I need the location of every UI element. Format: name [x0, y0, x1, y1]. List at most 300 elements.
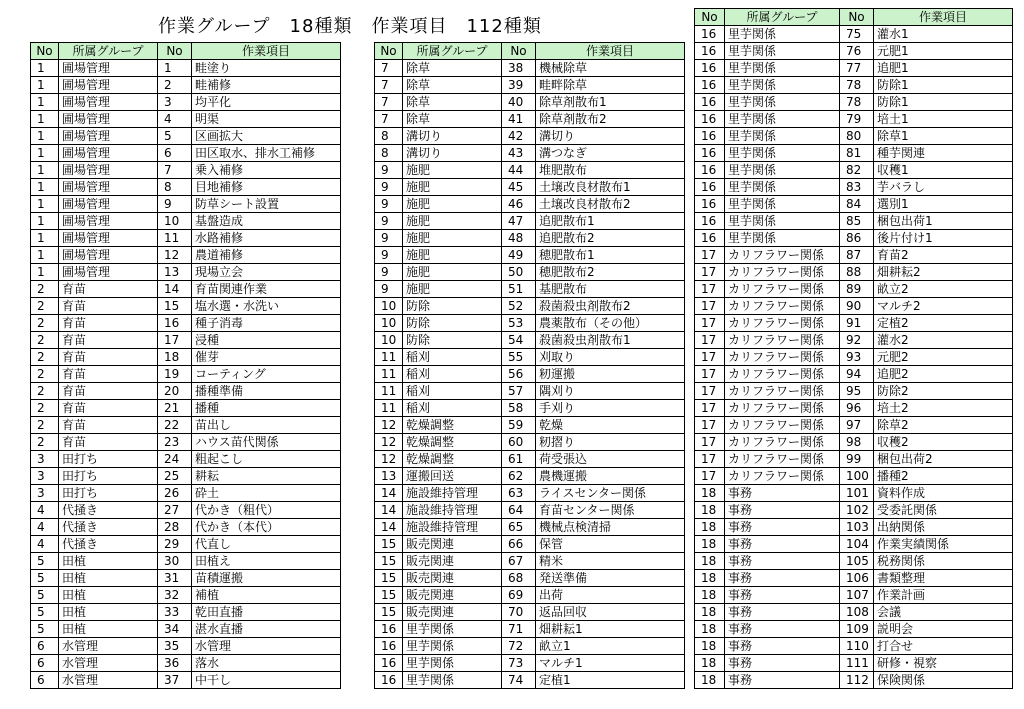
table-row	[695, 519, 1013, 536]
group-no-cell: 16	[695, 60, 725, 77]
table-row	[695, 264, 1013, 281]
group-no-cell: 16	[375, 672, 403, 689]
table-row	[695, 213, 1013, 230]
group-name-cell: 里芋関係	[725, 230, 840, 247]
group-name-cell: 施肥	[403, 247, 502, 264]
group-no-cell: 5	[31, 587, 59, 604]
table-row	[375, 196, 685, 213]
table-header-row	[695, 9, 1013, 26]
table-row	[31, 485, 341, 502]
item-no-cell: 102	[840, 502, 874, 519]
item-name-cell: ライスセンター関係	[536, 485, 685, 502]
group-name-cell: 防除	[403, 298, 502, 315]
header-group-no: No	[31, 43, 59, 60]
header-group: 所属グループ	[725, 9, 840, 26]
item-no-cell: 18	[158, 349, 192, 366]
item-name-cell: 精米	[536, 553, 685, 570]
item-name-cell: 水管理	[192, 638, 341, 655]
item-name-cell: 代かき（本代）	[192, 519, 341, 536]
header-item: 作業項目	[192, 43, 341, 60]
table-row	[695, 485, 1013, 502]
group-name-cell: 事務	[725, 519, 840, 536]
item-no-cell: 32	[158, 587, 192, 604]
item-name-cell: マルチ1	[536, 655, 685, 672]
group-no-cell: 11	[375, 349, 403, 366]
item-name-cell: 元肥1	[874, 43, 1013, 60]
item-name-cell: 畝立1	[536, 638, 685, 655]
group-name-cell: 販売関連	[403, 604, 502, 621]
table-row	[695, 536, 1013, 553]
group-name-cell: 溝切り	[403, 128, 502, 145]
group-no-cell: 4	[31, 502, 59, 519]
item-no-cell: 16	[158, 315, 192, 332]
header-item-no: No	[840, 9, 874, 26]
table-row	[31, 315, 341, 332]
group-name-cell: 販売関連	[403, 553, 502, 570]
item-no-cell: 91	[840, 315, 874, 332]
group-no-cell: 1	[31, 60, 59, 77]
group-no-cell: 7	[375, 111, 403, 128]
work-table-3	[694, 8, 1013, 689]
table-row	[31, 145, 341, 162]
table-row	[31, 298, 341, 315]
item-name-cell: 溝つなぎ	[536, 145, 685, 162]
group-no-cell: 18	[695, 570, 725, 587]
group-no-cell: 16	[695, 213, 725, 230]
item-no-cell: 28	[158, 519, 192, 536]
item-name-cell: 現場立会	[192, 264, 341, 281]
item-no-cell: 40	[502, 94, 536, 111]
item-no-cell: 81	[840, 145, 874, 162]
group-no-cell: 9	[375, 281, 403, 298]
item-name-cell: 除草剤散布1	[536, 94, 685, 111]
table-row	[375, 604, 685, 621]
table-row	[695, 43, 1013, 60]
table-row	[31, 349, 341, 366]
group-no-cell: 17	[695, 400, 725, 417]
table-row	[375, 621, 685, 638]
group-no-cell: 18	[695, 587, 725, 604]
item-name-cell: 追肥2	[874, 366, 1013, 383]
group-no-cell: 8	[375, 145, 403, 162]
table-row	[375, 553, 685, 570]
group-name-cell: 里芋関係	[725, 162, 840, 179]
group-no-cell: 9	[375, 264, 403, 281]
table-row	[695, 94, 1013, 111]
group-no-cell: 14	[375, 502, 403, 519]
table-row	[695, 230, 1013, 247]
group-name-cell: カリフラワー関係	[725, 434, 840, 451]
group-name-cell: 圃場管理	[59, 264, 158, 281]
group-no-cell: 9	[375, 196, 403, 213]
table-row	[31, 366, 341, 383]
group-name-cell: 圃場管理	[59, 77, 158, 94]
table-row	[375, 298, 685, 315]
header-group: 所属グループ	[59, 43, 158, 60]
table-row	[695, 179, 1013, 196]
item-no-cell: 38	[502, 60, 536, 77]
table-row	[375, 281, 685, 298]
header-item: 作業項目	[874, 9, 1013, 26]
group-name-cell: 田植	[59, 621, 158, 638]
item-no-cell: 96	[840, 400, 874, 417]
header-group-no: No	[375, 43, 403, 60]
item-name-cell: 浸種	[192, 332, 341, 349]
group-name-cell: 田打ち	[59, 451, 158, 468]
item-no-cell: 60	[502, 434, 536, 451]
table-row	[375, 315, 685, 332]
group-no-cell: 2	[31, 417, 59, 434]
group-no-cell: 17	[695, 366, 725, 383]
table-row	[695, 451, 1013, 468]
table-row	[375, 111, 685, 128]
item-name-cell: 粗起こし	[192, 451, 341, 468]
item-name-cell: 保険関係	[874, 672, 1013, 689]
group-no-cell: 18	[695, 604, 725, 621]
item-no-cell: 66	[502, 536, 536, 553]
group-no-cell: 16	[695, 179, 725, 196]
group-no-cell: 3	[31, 485, 59, 502]
table-row	[31, 638, 341, 655]
item-name-cell: 苗出し	[192, 417, 341, 434]
item-name-cell: 会議	[874, 604, 1013, 621]
item-name-cell: 乗入補修	[192, 162, 341, 179]
table-row	[375, 366, 685, 383]
table-row	[695, 26, 1013, 43]
item-no-cell: 26	[158, 485, 192, 502]
group-name-cell: 代掻き	[59, 536, 158, 553]
group-no-cell: 9	[375, 213, 403, 230]
table-row	[695, 298, 1013, 315]
group-name-cell: 里芋関係	[725, 213, 840, 230]
item-no-cell: 36	[158, 655, 192, 672]
item-no-cell: 13	[158, 264, 192, 281]
table-row	[31, 230, 341, 247]
group-name-cell: 田植	[59, 604, 158, 621]
group-no-cell: 1	[31, 162, 59, 179]
item-no-cell: 105	[840, 553, 874, 570]
item-name-cell: 書類整理	[874, 570, 1013, 587]
group-name-cell: 運搬回送	[403, 468, 502, 485]
item-no-cell: 110	[840, 638, 874, 655]
item-name-cell: 畑耕耘1	[536, 621, 685, 638]
item-name-cell: 播種2	[874, 468, 1013, 485]
item-name-cell: 除草1	[874, 128, 1013, 145]
item-no-cell: 37	[158, 672, 192, 689]
item-no-cell: 90	[840, 298, 874, 315]
item-no-cell: 6	[158, 145, 192, 162]
item-name-cell: 基盤造成	[192, 213, 341, 230]
item-no-cell: 75	[840, 26, 874, 43]
group-no-cell: 11	[375, 366, 403, 383]
group-name-cell: 除草	[403, 94, 502, 111]
table-row	[31, 451, 341, 468]
group-name-cell: 施肥	[403, 281, 502, 298]
group-no-cell: 1	[31, 230, 59, 247]
group-no-cell: 2	[31, 281, 59, 298]
group-no-cell: 7	[375, 94, 403, 111]
item-name-cell: 保管	[536, 536, 685, 553]
item-no-cell: 15	[158, 298, 192, 315]
group-no-cell: 2	[31, 332, 59, 349]
group-no-cell: 17	[695, 281, 725, 298]
table-row	[31, 213, 341, 230]
group-no-cell: 16	[695, 162, 725, 179]
group-no-cell: 15	[375, 587, 403, 604]
item-no-cell: 84	[840, 196, 874, 213]
group-name-cell: 田植	[59, 587, 158, 604]
item-no-cell: 4	[158, 111, 192, 128]
group-name-cell: 施設維持管理	[403, 485, 502, 502]
group-name-cell: 施肥	[403, 196, 502, 213]
group-name-cell: 乾燥調整	[403, 417, 502, 434]
item-name-cell: 田区取水、排水工補修	[192, 145, 341, 162]
item-no-cell: 111	[840, 655, 874, 672]
group-name-cell: 里芋関係	[403, 655, 502, 672]
item-no-cell: 73	[502, 655, 536, 672]
group-name-cell: 事務	[725, 570, 840, 587]
group-no-cell: 18	[695, 655, 725, 672]
table-row	[31, 519, 341, 536]
item-no-cell: 78	[840, 94, 874, 111]
table-row	[375, 247, 685, 264]
group-name-cell: 圃場管理	[59, 247, 158, 264]
item-no-cell: 31	[158, 570, 192, 587]
item-no-cell: 19	[158, 366, 192, 383]
group-no-cell: 1	[31, 145, 59, 162]
group-no-cell: 3	[31, 451, 59, 468]
item-name-cell: 受委託関係	[874, 502, 1013, 519]
group-no-cell: 6	[31, 655, 59, 672]
group-name-cell: 里芋関係	[725, 60, 840, 77]
item-name-cell: 耕耘	[192, 468, 341, 485]
item-name-cell: 均平化	[192, 94, 341, 111]
table-row	[695, 128, 1013, 145]
table-row	[375, 519, 685, 536]
item-no-cell: 46	[502, 196, 536, 213]
group-name-cell: 里芋関係	[725, 145, 840, 162]
item-name-cell: 土壌改良材散布2	[536, 196, 685, 213]
item-name-cell: 水路補修	[192, 230, 341, 247]
group-name-cell: 里芋関係	[725, 26, 840, 43]
item-no-cell: 67	[502, 553, 536, 570]
table-row	[695, 587, 1013, 604]
group-no-cell: 12	[375, 417, 403, 434]
item-name-cell: 育苗2	[874, 247, 1013, 264]
group-no-cell: 7	[375, 60, 403, 77]
table-row	[31, 179, 341, 196]
item-name-cell: 目地補修	[192, 179, 341, 196]
group-no-cell: 17	[695, 434, 725, 451]
group-no-cell: 18	[695, 553, 725, 570]
item-no-cell: 87	[840, 247, 874, 264]
item-no-cell: 20	[158, 383, 192, 400]
group-no-cell: 9	[375, 179, 403, 196]
item-name-cell: 代直し	[192, 536, 341, 553]
item-name-cell: 梱包出荷2	[874, 451, 1013, 468]
work-table-2	[374, 42, 685, 689]
item-no-cell: 35	[158, 638, 192, 655]
item-no-cell: 63	[502, 485, 536, 502]
item-no-cell: 2	[158, 77, 192, 94]
group-name-cell: 里芋関係	[725, 196, 840, 213]
group-name-cell: 防除	[403, 332, 502, 349]
item-name-cell: 畦畔除草	[536, 77, 685, 94]
group-name-cell: カリフラワー関係	[725, 417, 840, 434]
group-no-cell: 16	[375, 621, 403, 638]
item-no-cell: 94	[840, 366, 874, 383]
item-no-cell: 39	[502, 77, 536, 94]
group-name-cell: 育苗	[59, 366, 158, 383]
table-row	[31, 553, 341, 570]
item-name-cell: 除草剤散布2	[536, 111, 685, 128]
group-name-cell: 溝切り	[403, 145, 502, 162]
item-name-cell: 農機運搬	[536, 468, 685, 485]
group-name-cell: 事務	[725, 553, 840, 570]
group-no-cell: 18	[695, 502, 725, 519]
item-no-cell: 53	[502, 315, 536, 332]
item-name-cell: 機械点検清掃	[536, 519, 685, 536]
table-row	[375, 485, 685, 502]
item-no-cell: 93	[840, 349, 874, 366]
item-name-cell: 発送準備	[536, 570, 685, 587]
group-no-cell: 9	[375, 230, 403, 247]
item-name-cell: 育苗関連作業	[192, 281, 341, 298]
item-no-cell: 69	[502, 587, 536, 604]
item-no-cell: 9	[158, 196, 192, 213]
item-name-cell: 補植	[192, 587, 341, 604]
table-header-row	[31, 43, 341, 60]
group-name-cell: 施肥	[403, 230, 502, 247]
group-no-cell: 16	[695, 43, 725, 60]
group-name-cell: 里芋関係	[725, 94, 840, 111]
item-name-cell: マルチ2	[874, 298, 1013, 315]
group-name-cell: 水管理	[59, 655, 158, 672]
table-row	[695, 111, 1013, 128]
group-name-cell: 稲刈	[403, 349, 502, 366]
item-no-cell: 33	[158, 604, 192, 621]
table-row	[695, 77, 1013, 94]
group-no-cell: 1	[31, 77, 59, 94]
header-item: 作業項目	[536, 43, 685, 60]
group-no-cell: 17	[695, 315, 725, 332]
item-no-cell: 43	[502, 145, 536, 162]
item-no-cell: 92	[840, 332, 874, 349]
table-row	[375, 77, 685, 94]
group-no-cell: 2	[31, 315, 59, 332]
item-no-cell: 80	[840, 128, 874, 145]
table-row	[375, 264, 685, 281]
table-row	[375, 230, 685, 247]
group-name-cell: 販売関連	[403, 536, 502, 553]
item-no-cell: 8	[158, 179, 192, 196]
item-name-cell: 培土1	[874, 111, 1013, 128]
item-no-cell: 106	[840, 570, 874, 587]
table-row	[375, 213, 685, 230]
group-no-cell: 4	[31, 519, 59, 536]
item-no-cell: 29	[158, 536, 192, 553]
table-row	[695, 60, 1013, 77]
item-no-cell: 107	[840, 587, 874, 604]
table-row	[31, 587, 341, 604]
item-name-cell: 機械除草	[536, 60, 685, 77]
group-name-cell: 除草	[403, 77, 502, 94]
group-no-cell: 18	[695, 621, 725, 638]
item-name-cell: 溝切り	[536, 128, 685, 145]
table-row	[375, 179, 685, 196]
table-row	[375, 570, 685, 587]
item-no-cell: 61	[502, 451, 536, 468]
item-name-cell: 土壌改良材散布1	[536, 179, 685, 196]
group-no-cell: 8	[375, 128, 403, 145]
item-name-cell: 中干し	[192, 672, 341, 689]
group-name-cell: 施肥	[403, 264, 502, 281]
item-no-cell: 47	[502, 213, 536, 230]
item-name-cell: 防除2	[874, 383, 1013, 400]
item-name-cell: 研修・視察	[874, 655, 1013, 672]
item-name-cell: 砕土	[192, 485, 341, 502]
item-no-cell: 5	[158, 128, 192, 145]
group-name-cell: 事務	[725, 485, 840, 502]
group-no-cell: 18	[695, 638, 725, 655]
group-name-cell: カリフラワー関係	[725, 247, 840, 264]
item-name-cell: 畦塗り	[192, 60, 341, 77]
item-name-cell: 説明会	[874, 621, 1013, 638]
item-name-cell: 出納関係	[874, 519, 1013, 536]
group-no-cell: 10	[375, 332, 403, 349]
table-row	[375, 417, 685, 434]
group-name-cell: 田植	[59, 553, 158, 570]
item-no-cell: 41	[502, 111, 536, 128]
table-row	[375, 60, 685, 77]
group-no-cell: 17	[695, 468, 725, 485]
item-no-cell: 49	[502, 247, 536, 264]
group-name-cell: 里芋関係	[725, 128, 840, 145]
item-no-cell: 21	[158, 400, 192, 417]
item-no-cell: 52	[502, 298, 536, 315]
group-name-cell: 圃場管理	[59, 213, 158, 230]
item-no-cell: 11	[158, 230, 192, 247]
item-no-cell: 23	[158, 434, 192, 451]
group-no-cell: 7	[375, 77, 403, 94]
table-row	[695, 553, 1013, 570]
group-name-cell: 圃場管理	[59, 128, 158, 145]
group-name-cell: 販売関連	[403, 570, 502, 587]
group-name-cell: カリフラワー関係	[725, 281, 840, 298]
group-name-cell: カリフラワー関係	[725, 349, 840, 366]
item-name-cell: 殺菌殺虫剤散布2	[536, 298, 685, 315]
item-name-cell: 穂肥散布1	[536, 247, 685, 264]
item-name-cell: 収穫1	[874, 162, 1013, 179]
item-name-cell: 籾摺り	[536, 434, 685, 451]
table-row	[375, 638, 685, 655]
item-no-cell: 14	[158, 281, 192, 298]
table-row	[375, 349, 685, 366]
group-no-cell: 17	[695, 451, 725, 468]
group-no-cell: 9	[375, 162, 403, 179]
item-no-cell: 57	[502, 383, 536, 400]
group-name-cell: 田植	[59, 570, 158, 587]
group-name-cell: 施肥	[403, 213, 502, 230]
item-name-cell: 基肥散布	[536, 281, 685, 298]
group-no-cell: 14	[375, 485, 403, 502]
item-no-cell: 56	[502, 366, 536, 383]
group-name-cell: 育苗	[59, 332, 158, 349]
group-no-cell: 16	[695, 94, 725, 111]
table-row	[31, 196, 341, 213]
item-no-cell: 68	[502, 570, 536, 587]
item-name-cell: 種子消毒	[192, 315, 341, 332]
